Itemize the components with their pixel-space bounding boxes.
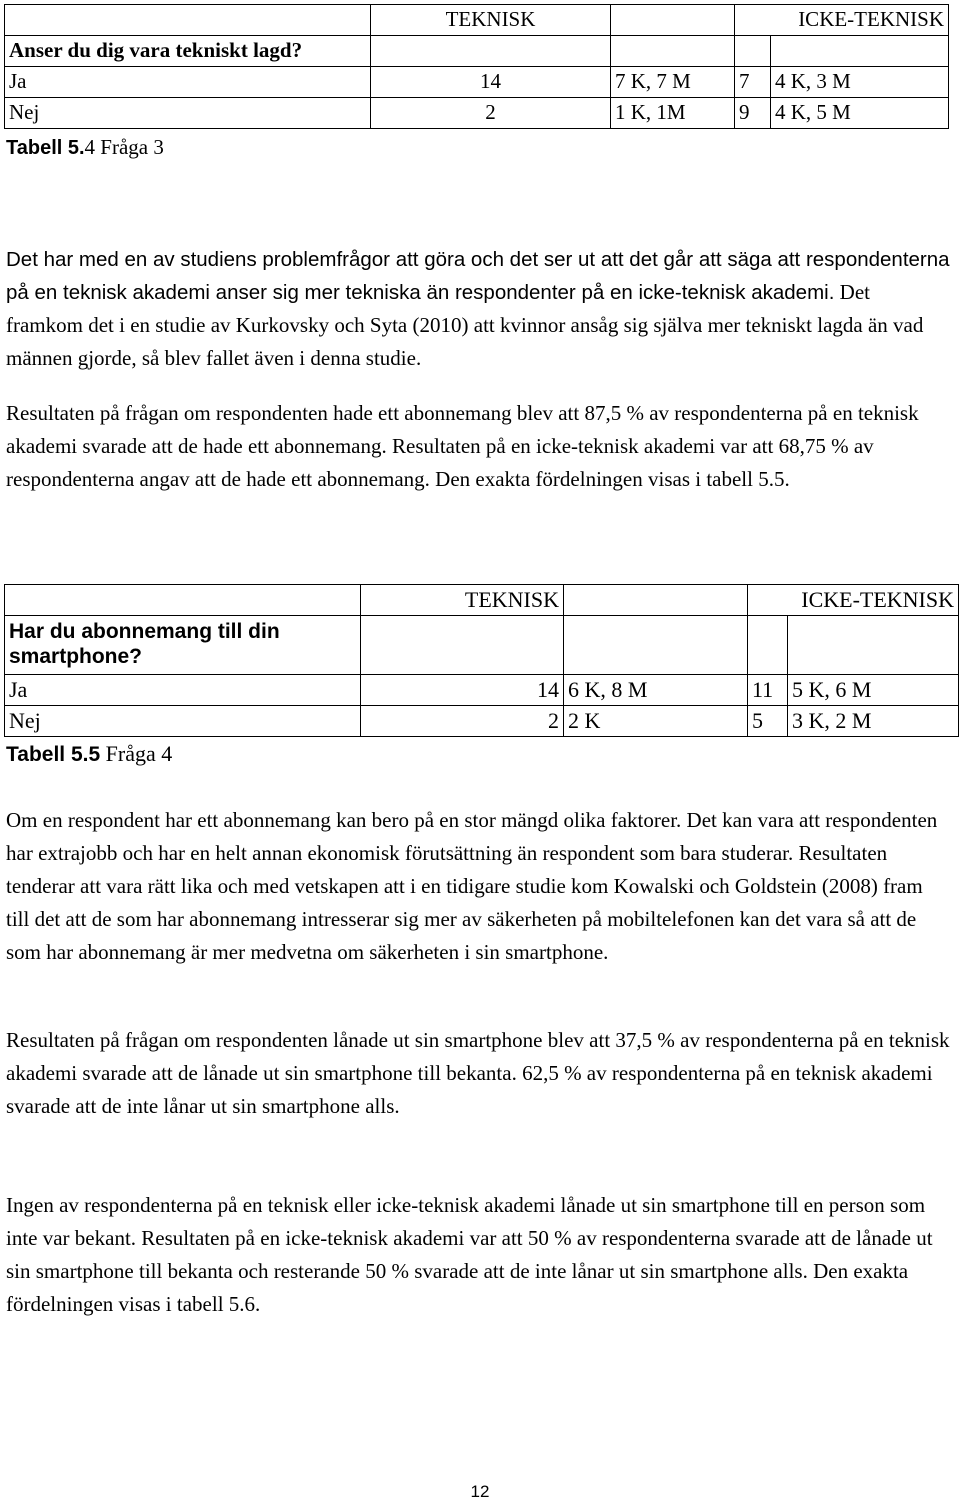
table-row [5, 67, 949, 98]
paragraph-2: Resultaten på frågan om respondenten hade ett abonnemang blev att 87,5 % av respondenterna på en teknisk akademi svarade att de hade ett abonnemang. Resultaten på en icke-teknisk akademi var att 68,75 % av respondenterna angav att de hade ett abonnemang. Den exakta fördelningen visas i tabell 5.5. [6, 401, 919, 491]
header-icke-teknisk: ICKE-TEKNISK [735, 5, 949, 36]
header-icke-teknisk: ICKE-TEKNISK [748, 585, 959, 616]
empty-cell [788, 616, 959, 675]
empty-cell [371, 36, 611, 67]
table-header-row [5, 585, 959, 616]
teknisk-split: 1 K, 1M [611, 98, 735, 129]
question-cell: Anser du dig vara tekniskt lagd? [5, 36, 371, 67]
paragraph-4: Resultaten på frågan om respondenten lånade ut sin smartphone blev att 37,5 % av respondenterna på en teknisk akademi svarade att de lånade ut sin smartphone till bekanta. 62,5 % av respondenterna på en teknisk akademi svarade att de inte lånar ut sin smartphone alls. [6, 1028, 950, 1118]
table-5-4 [4, 4, 949, 129]
paragraph-1-serif: Det framkom det i en studie av Kurkovsky och Syta (2010) att kvinnor ansåg sig själva mer tekniskt lagda än vad männen gjorde, så blev fallet även i denna studie. [6, 280, 924, 370]
row-label: Nej [5, 706, 361, 737]
icke-total: 5 [748, 706, 788, 737]
empty-cell [361, 616, 564, 675]
teknisk-split: 2 K [564, 706, 748, 737]
row-label: Ja [5, 675, 361, 706]
icke-total: 7 [735, 67, 771, 98]
teknisk-total: 2 [361, 706, 564, 737]
teknisk-split: 6 K, 8 M [564, 675, 748, 706]
icke-total: 9 [735, 98, 771, 129]
icke-split: 4 K, 3 M [771, 67, 949, 98]
header-teknisk: TEKNISK [371, 5, 611, 36]
header-empty-cell [5, 5, 371, 36]
icke-split: 3 K, 2 M [788, 706, 959, 737]
empty-cell [748, 616, 788, 675]
paragraph-1-sans: Det har med en av studiens problemfrågor att göra och det ser ut att det går att säga att respondenterna på en teknisk akademi anser sig mer tekniska än respondenter på en icke-teknisk akademi. [6, 248, 950, 304]
page-number: 12 [470, 1482, 490, 1501]
caption-text: 4 Fråga 3 [84, 135, 164, 159]
teknisk-total: 14 [371, 67, 611, 98]
table-caption-5-4 [6, 135, 164, 160]
table-question-row [5, 616, 959, 675]
caption-text: Fråga 4 [100, 741, 173, 766]
paragraph-5: Ingen av respondenterna på en teknisk eller icke-teknisk akademi lånade ut sin smartphone till en person som inte var bekant. Resultaten på en icke-teknisk akademi var att 50 % av respondenterna svarade att de lånade ut sin smartphone till bekanta och resterande 50 % svarade att de inte lånar ut sin smartphone alls. Den exakta fördelningen visas i tabell 5.6. [6, 1193, 933, 1316]
row-label: Ja [5, 67, 371, 98]
caption-bold: Tabell 5. [6, 137, 85, 159]
teknisk-split: 7 K, 7 M [611, 67, 735, 98]
teknisk-total: 2 [371, 98, 611, 129]
empty-cell [564, 616, 748, 675]
icke-split: 4 K, 5 M [771, 98, 949, 129]
header-spacer [611, 5, 735, 36]
question-cell: Har du abonnemang till din smartphone? [5, 616, 361, 675]
paragraph-3: Om en respondent har ett abonnemang kan bero på en stor mängd olika faktorer. Det kan vara att respondenten har extrajobb och har en helt annan ekonomisk förutsättning än respondent som bara studerar. Resultaten tenderar att vara rätt lika och med vetskapen att i en tidigare studie kom Kowalski och Goldstein (2008) fram till det att de som har abonnemang intresserar sig mer av säkerheten på mobiltelefonen kan det vara så att de som har abonnemang är mer medvetna om säkerheten i sin smartphone. [6, 808, 938, 964]
table-row [5, 675, 959, 706]
icke-split: 5 K, 6 M [788, 675, 959, 706]
header-teknisk: TEKNISK [361, 585, 564, 616]
table-row [5, 98, 949, 129]
row-label: Nej [5, 98, 371, 129]
header-spacer [564, 585, 748, 616]
table-question-row [5, 36, 949, 67]
icke-total: 11 [748, 675, 788, 706]
paragraph-1 [6, 243, 951, 375]
caption-bold: Tabell 5.5 [6, 743, 101, 766]
header-empty-cell [5, 585, 361, 616]
table-row [5, 706, 959, 737]
table-caption-5-5 [6, 741, 172, 767]
empty-cell [771, 36, 949, 67]
empty-cell [735, 36, 771, 67]
teknisk-total: 14 [361, 675, 564, 706]
table-5-5 [4, 584, 959, 737]
empty-cell [611, 36, 735, 67]
table-header-row [5, 5, 949, 36]
